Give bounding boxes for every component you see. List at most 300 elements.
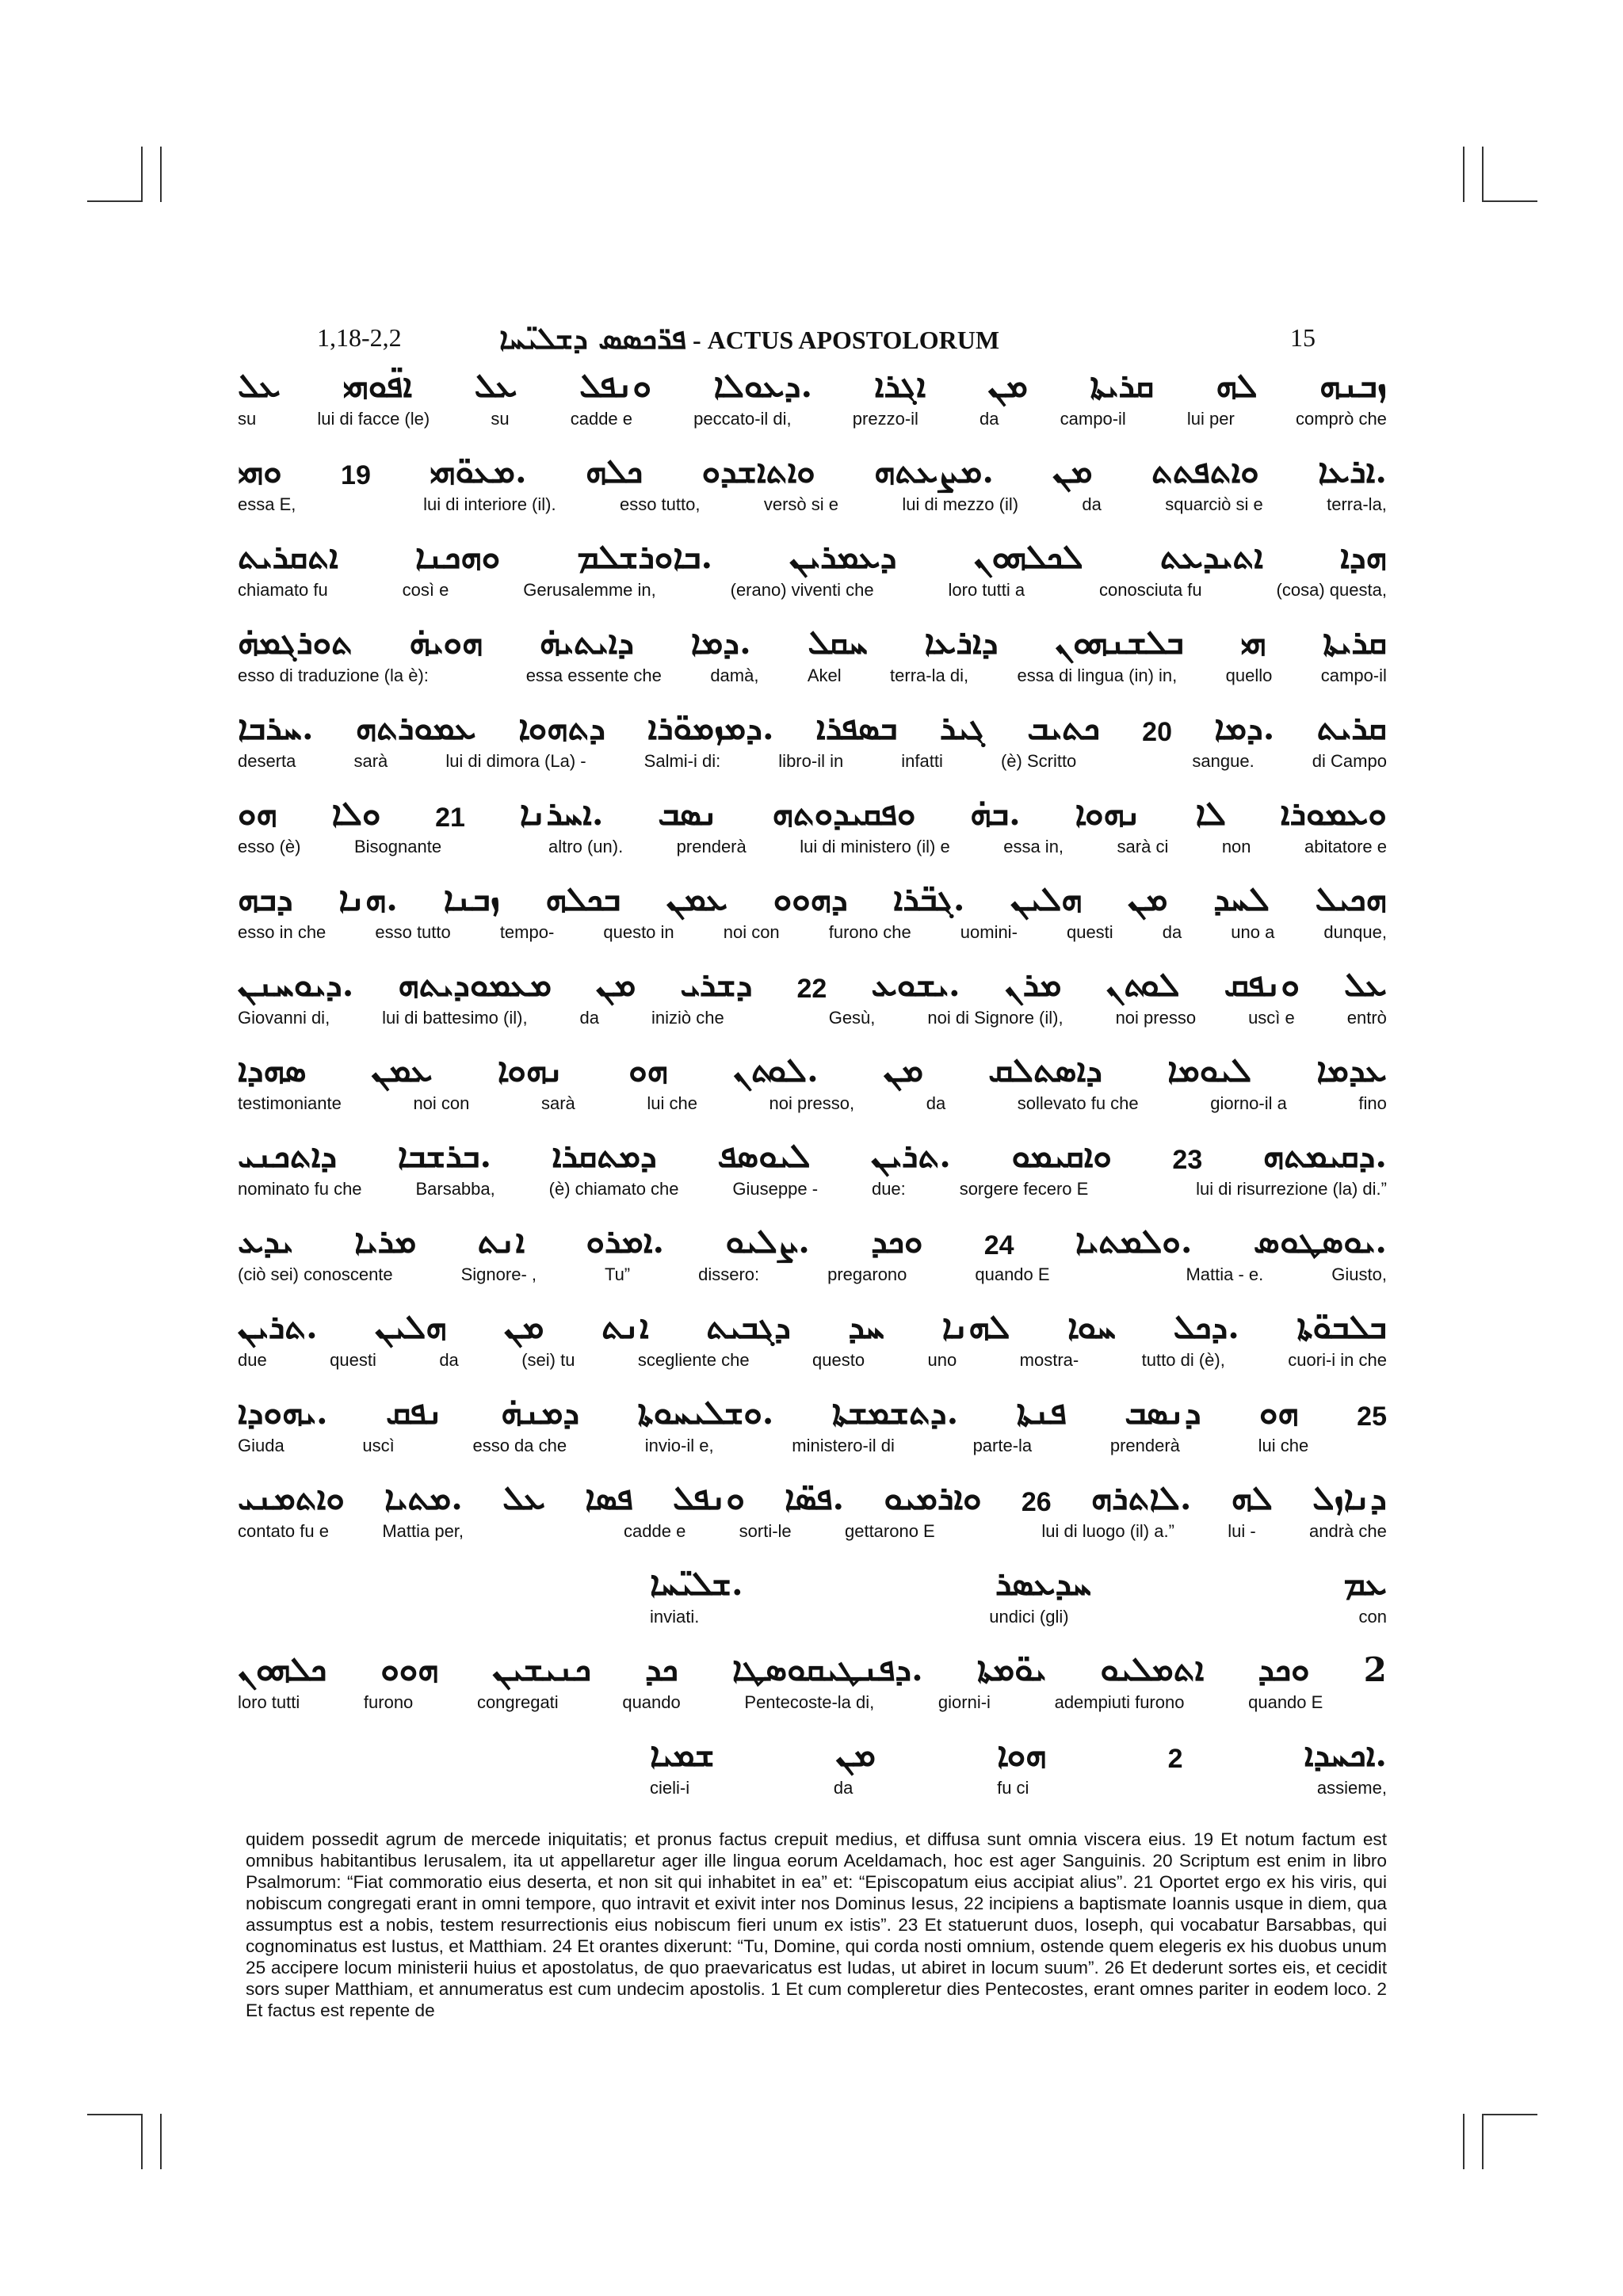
gloss-word: sollevato fu che xyxy=(1017,1093,1139,1113)
syriac-word: ܐܢܬ xyxy=(477,1222,525,1261)
syriac-word: ܢܣܒ xyxy=(658,794,718,833)
gloss-word: Signore- , xyxy=(460,1264,537,1284)
gloss-word: furono xyxy=(363,1692,414,1712)
interlinear-line xyxy=(238,444,1387,529)
syriac-word: ܕܟܠ. xyxy=(1173,1307,1239,1346)
syriac-row xyxy=(238,875,1387,919)
syriac-word: ܩܪܝܬ xyxy=(1316,708,1387,747)
gloss-word: deserta xyxy=(238,751,296,771)
syriac-word: ܠܐܬܪܗ. xyxy=(1090,1478,1192,1517)
syriac-word: ܟܠܗ xyxy=(585,452,643,490)
syriac-row xyxy=(238,1388,1387,1432)
gloss-word: Giovanni di, xyxy=(238,1008,330,1028)
gloss-word: entrò xyxy=(1346,1008,1387,1028)
syriac-word: ܕܡܐ. xyxy=(690,623,751,662)
gloss-word: esso di traduzione (la è): xyxy=(238,666,429,685)
syriac-word: ܦܣܐ xyxy=(585,1478,633,1517)
gloss-word: da xyxy=(579,1008,600,1028)
gloss-word: mostra- xyxy=(1019,1350,1079,1370)
syriac-word: ܟܠܗܘܢ xyxy=(238,1650,327,1688)
gloss-word: inviati. xyxy=(650,1607,700,1627)
syriac-word: ܕܝܘܚܢܢ. xyxy=(238,965,354,1004)
syriac-word: ܙܒܢܗ xyxy=(1319,366,1387,405)
gloss-word: contato fu e xyxy=(238,1521,329,1541)
gloss-word: undici (gli) xyxy=(989,1607,1069,1627)
syriac-title: ܦܪ̈ܟܣܣ ܕܫܠܝ̈ܚܐ xyxy=(499,320,686,356)
gloss-word: peccato-il di, xyxy=(693,409,792,429)
gloss-word: noi con xyxy=(413,1093,470,1113)
syriac-row xyxy=(650,1730,1387,1775)
syriac-word: ܘܦܩܝܕܘܬܗ xyxy=(772,794,916,833)
syriac-word: ܢܗܘܐ xyxy=(497,1051,564,1089)
gloss-word: tempo- xyxy=(499,922,555,942)
interlinear-line xyxy=(238,1642,1387,1727)
verse-number: 23 xyxy=(1172,1145,1203,1175)
gloss-word: cuori-i in che xyxy=(1288,1350,1387,1370)
syriac-word: ܗܘܐ xyxy=(997,1735,1047,1774)
syriac-word: ܥܡ xyxy=(1343,1564,1387,1603)
syriac-word: ܡܬܝܐ. xyxy=(384,1478,463,1517)
gloss-word: invio-il e, xyxy=(644,1436,714,1455)
syriac-word: ܠܚܕ xyxy=(1213,879,1270,918)
syriac-word: ܠܟܠܗܘܢ xyxy=(973,537,1083,576)
gloss-word: lui di ministero (il) e xyxy=(800,837,950,856)
gloss-word: pregarono xyxy=(827,1264,907,1284)
gloss-row xyxy=(238,1436,1387,1458)
gloss-word: esso tutto, xyxy=(619,494,701,514)
gloss-word: esso tutto xyxy=(375,922,451,942)
interlinear-line xyxy=(238,957,1387,1043)
gloss-word: da xyxy=(926,1093,946,1113)
syriac-row xyxy=(238,789,1387,833)
gloss-word: due xyxy=(238,1350,267,1370)
syriac-word: ܥܡܢ xyxy=(666,879,728,918)
syriac-word: ܕܐܝܬܝܗ̇ xyxy=(539,623,634,662)
running-title xyxy=(499,320,999,357)
gloss-word: sangue. xyxy=(1192,751,1254,771)
syriac-word: ܢܦܩ xyxy=(386,1393,443,1432)
syriac-word: ܝܘ̈ܡܬܐ xyxy=(976,1650,1047,1688)
syriac-word: ܐܢܬ xyxy=(601,1307,649,1346)
syriac-word: ܗܢܐ. xyxy=(338,879,398,918)
gloss-word: non xyxy=(1221,837,1251,856)
syriac-word: ܗܠܝܢ xyxy=(375,1307,447,1346)
syriac-word: ܬܪܝܢ. xyxy=(871,1136,951,1175)
syriac-word: ܢܗܘܐ xyxy=(1075,794,1141,833)
gloss-word: questi xyxy=(330,1350,376,1370)
gloss-word: (è) Scritto xyxy=(1000,751,1077,771)
syriac-word: ܥܡܢ xyxy=(371,1051,433,1089)
gloss-word: giorno-il a xyxy=(1210,1093,1287,1113)
syriac-word: ܠܘܬܢ. xyxy=(733,1051,819,1089)
syriac-word: ܡܪܝܐ xyxy=(354,1222,417,1261)
syriac-word: ܟܢܝܫܝܢ xyxy=(492,1650,591,1688)
gloss-word: lui che xyxy=(647,1093,697,1113)
gloss-word: Giuseppe - xyxy=(732,1179,819,1199)
crop-mark xyxy=(1482,2114,1537,2115)
syriac-row xyxy=(238,1217,1387,1261)
syriac-word: ܥܕܡܐ xyxy=(1316,1051,1387,1089)
gloss-word: noi con xyxy=(723,922,780,942)
syriac-word: ܘܟܕ xyxy=(1258,1650,1310,1688)
gloss-word: congregati xyxy=(476,1692,559,1712)
gloss-word: noi presso, xyxy=(769,1093,855,1113)
gloss-word: essa di lingua (in) in, xyxy=(1017,666,1178,685)
gloss-row xyxy=(238,1264,1387,1287)
syriac-word: ܗܘ xyxy=(1259,1393,1299,1432)
syriac-word: ܟܬܝܒ xyxy=(1027,708,1100,747)
syriac-word: ܐܬܝܕܥܬ xyxy=(1159,537,1263,576)
syriac-word: ܐܪܥܐ. xyxy=(1318,452,1387,490)
interlinear-line xyxy=(238,358,1387,444)
gloss-word: questo xyxy=(812,1350,865,1370)
syriac-word: ܘܐܬܐܫܕܘ xyxy=(701,452,815,490)
gloss-word: esso (è) xyxy=(238,837,301,856)
gloss-word: questi xyxy=(1066,922,1113,942)
gloss-word: Gerusalemme in, xyxy=(523,580,656,600)
syriac-word: ܘܗܝ xyxy=(238,452,282,490)
syriac-word: ܟܕ xyxy=(644,1650,678,1688)
syriac-word: ܡܪܢ xyxy=(1004,965,1062,1004)
gloss-word: Gesù, xyxy=(828,1008,876,1028)
verse-number: 20 xyxy=(1142,717,1172,747)
gloss-word: chiamato fu xyxy=(238,580,328,600)
interlinear-line xyxy=(238,1556,1387,1642)
gloss-word: (sei) tu xyxy=(521,1350,575,1370)
syriac-word: ܘܐܬܦܬܬ xyxy=(1151,452,1259,490)
syriac-word: ܕܫܪܝ xyxy=(680,965,753,1004)
gloss-word: esso da che xyxy=(472,1436,567,1455)
syriac-word: ܒܪܫܒܐ. xyxy=(397,1136,492,1175)
syriac-word: ܡܢ xyxy=(504,1307,544,1346)
verse-number: 26 xyxy=(1021,1487,1052,1517)
syriac-word: ܘܠܡܬܝܐ. xyxy=(1075,1222,1193,1261)
syriac-word: ܕܦܢܛܝܩܘܣܛܐ. xyxy=(731,1650,923,1688)
syriac-word: ܓܒ̈ܪܐ. xyxy=(893,879,965,918)
gloss-word: lui di luogo (il) a.” xyxy=(1041,1521,1174,1541)
syriac-word: ܐܦ̈ܘܗܝ xyxy=(342,366,413,405)
gloss-word: testimoniante xyxy=(238,1093,342,1113)
gloss-word: da xyxy=(439,1350,459,1370)
gloss-word: prenderà xyxy=(676,837,747,856)
syriac-word: ܘܢܦܠ xyxy=(672,1478,745,1517)
gloss-word: tutto di (è), xyxy=(1141,1350,1225,1370)
syriac-word: ܡܢ xyxy=(835,1735,876,1774)
syriac-word: ܕܩܝܡܬܗ. xyxy=(1262,1136,1387,1175)
gloss-word: comprò che xyxy=(1295,409,1387,429)
gloss-word: da xyxy=(1162,922,1182,942)
gloss-word: lui per xyxy=(1186,409,1235,429)
syriac-row xyxy=(238,1131,1387,1176)
syriac-word: ܕܐܣܬܠܩ xyxy=(988,1051,1103,1089)
gloss-word: dissero: xyxy=(698,1264,760,1284)
crop-mark xyxy=(1463,2114,1465,2169)
interlinear-line xyxy=(238,1128,1387,1214)
gloss-row xyxy=(650,1778,1387,1800)
syriac-word: ܕܬܫܡܫܬܐ. xyxy=(831,1393,959,1432)
syriac-word: ܦܣ̈ܐ. xyxy=(785,1478,845,1517)
gloss-word: su xyxy=(491,409,510,429)
syriac-word: ܝܕܥ xyxy=(238,1222,293,1261)
syriac-word: ܓܝܪ xyxy=(939,708,985,747)
gloss-word: (è) chiamato che xyxy=(548,1179,679,1199)
crop-mark xyxy=(1482,200,1537,202)
syriac-word: ܘܢܦܠ xyxy=(579,366,651,405)
syriac-word: ܚܪܒܐ. xyxy=(238,708,314,747)
crop-mark xyxy=(160,2114,162,2169)
gloss-row xyxy=(238,1692,1387,1714)
syriac-word: ܘܗܟܢܐ xyxy=(414,537,501,576)
gloss-word: quando E xyxy=(1248,1692,1323,1712)
syriac-word: ܗܕܐ xyxy=(1340,537,1387,576)
gloss-word: Mattia - e. xyxy=(1186,1264,1264,1284)
gloss-word: sarà xyxy=(540,1093,575,1113)
gloss-word: (cosa) questa, xyxy=(1276,580,1387,600)
crop-mark xyxy=(141,147,143,202)
syriac-row xyxy=(238,960,1387,1005)
gloss-word: iniziò che xyxy=(651,1008,724,1028)
gloss-word: abitatore e xyxy=(1304,837,1387,856)
syriac-word: ܐܓܪܐ xyxy=(874,366,926,405)
gloss-word: damà, xyxy=(710,666,759,685)
crop-mark xyxy=(160,147,162,202)
gloss-word: loro tutti a xyxy=(948,580,1025,600)
syriac-word: ܒܗ̇. xyxy=(970,794,1021,833)
syriac-word: ܙܒܢܐ xyxy=(443,879,500,918)
verse-number: 22 xyxy=(796,974,827,1004)
interlinear-text xyxy=(238,358,1387,1813)
syriac-word: ܠܝܘܣܦ xyxy=(717,1136,811,1175)
interlinear-line xyxy=(238,1727,1387,1813)
gloss-word: da xyxy=(833,1778,854,1798)
syriac-word: ܬܪܝܢ. xyxy=(238,1307,318,1346)
syriac-word: ܕܡܙܡܘ̈ܪܐ. xyxy=(647,708,774,747)
crop-mark xyxy=(1463,147,1465,202)
interlinear-line xyxy=(238,1299,1387,1385)
gloss-word: ministero-il di xyxy=(792,1436,895,1455)
latin-translation: quidem possedit agrum de mercede iniquitatis; et pronus factus crepuit medius, et diffusa sunt omnia viscera eius. 19 Et notum factum est omnibus habitantibus Ierusalem, ita ut appellaretur ager ille lingua eorum Aceldamach, hoc est ager Sanguinis. 20 Scriptum est enim in libro Psalmorum: “Fiat commoratio eius deserta, et non sit qui inhabitet in ea” et: “Episcopatum eius accipiat alius”. 21 Oportet ergo ex his viris, qui nobiscum congregati erant in omni tempore, quo intravit et exivit inter nos Dominus Iesus, 22 incipiens a baptismate Ioannis usque in diem, qua assumptus est a nobis, testem resurrectionis eius nobiscum fieri unum ex istis”. 23 Et statuerunt duos, Ioseph, qui vocabatur Barsabbas, qui cognominatus est Iustus, et Matthiam. 24 Et orantes dixerunt: “Tu, Domine, qui corda nosti omnium, ostende quem elegeris ex his duobus unum 25 accipere locum ministerii huius et apostolatus, de quo praevaricatus est Iudas, ut abiret in locum suum”. 26 Et dederunt sortes eis, et cecidit sors super Matthiam, et annumeratus est cum undecim apostolis. 1 Et cum compleretur dies Pentecostes, erant omnes pariter in eodem loco. 2 Et factus est repente de xyxy=(246,1829,1387,2020)
gloss-word: Giusto, xyxy=(1331,1264,1387,1284)
syriac-word: ܘܐܪܡܝܘ xyxy=(884,1478,982,1517)
syriac-word: ܩܪܝܬܐ xyxy=(1090,366,1155,405)
gloss-word: esso in che xyxy=(238,922,327,942)
syriac-word: ܗܝ xyxy=(1240,623,1266,662)
interlinear-line xyxy=(238,1470,1387,1556)
crop-mark xyxy=(1482,147,1484,202)
gloss-word: questo in xyxy=(603,922,674,942)
syriac-word: ܕܬܗܘܐ xyxy=(518,708,605,747)
crop-mark xyxy=(141,2114,143,2169)
syriac-row xyxy=(238,618,1387,662)
gloss-word: scegliente che xyxy=(637,1350,750,1370)
gloss-row xyxy=(238,1093,1387,1116)
gloss-word: quello xyxy=(1225,666,1273,685)
gloss-word: prezzo-il xyxy=(852,409,918,429)
gloss-word: lui di mezzo (il) xyxy=(902,494,1019,514)
syriac-word: ܘܐܩܝܡܘ xyxy=(1011,1136,1112,1175)
page-number: 15 xyxy=(1290,323,1316,352)
syriac-word: ܕܢܣܒ xyxy=(1125,1393,1201,1432)
syriac-word: ܡܥܘ̈ܗܝ. xyxy=(430,452,527,490)
interlinear-line xyxy=(238,1385,1387,1470)
gloss-word: essa E, xyxy=(238,494,296,514)
syriac-word: ܥܠ xyxy=(238,366,281,405)
syriac-word: ܘܢܦܩ xyxy=(1224,965,1300,1004)
gloss-row xyxy=(238,1521,1387,1543)
syriac-word: ܗܘ xyxy=(238,794,277,833)
interlinear-line xyxy=(238,1043,1387,1128)
syriac-word: ܡܢ xyxy=(1052,452,1093,490)
syriac-word: ܕܥܘܠܐ. xyxy=(713,366,813,405)
gloss-word: lui che xyxy=(1258,1436,1309,1455)
gloss-word: prenderà xyxy=(1109,1436,1180,1455)
gloss-word: quando E xyxy=(975,1264,1050,1284)
gloss-word: parte-la xyxy=(972,1436,1033,1455)
gloss-word: lui di risurrezione (la) di.” xyxy=(1196,1179,1387,1199)
gloss-word: versò si e xyxy=(763,494,838,514)
gloss-word: uomini- xyxy=(960,922,1018,942)
syriac-word: ܥܠ xyxy=(474,366,517,405)
syriac-word: ܗܠܝܢ xyxy=(1010,879,1083,918)
syriac-word: ܐܡܪܘ. xyxy=(586,1222,665,1261)
gloss-word: gettarono E xyxy=(844,1521,935,1541)
gloss-word: sarà ci xyxy=(1117,837,1169,856)
gloss-word: Bisognante xyxy=(353,837,442,856)
syriac-word: ܦܢܬܐ xyxy=(1016,1393,1067,1432)
syriac-word: ܕܡܬܩܪܐ xyxy=(552,1136,657,1175)
syriac-word: ܡܨܥܬܗ. xyxy=(874,452,994,490)
gloss-word: giorni-i xyxy=(938,1692,991,1712)
syriac-word: ܝܫܘܥ. xyxy=(871,965,960,1004)
gloss-word: sarà xyxy=(353,751,388,771)
gloss-word: assieme, xyxy=(1316,1778,1387,1798)
gloss-row xyxy=(238,1350,1387,1372)
syriac-word: ܕܓܒܝܬ xyxy=(706,1307,791,1346)
syriac-word: ܠܗ xyxy=(1216,366,1258,405)
interlinear-line xyxy=(238,871,1387,957)
interlinear-line xyxy=(238,786,1387,871)
gloss-word: noi di Signore (il), xyxy=(927,1008,1064,1028)
syriac-word: ܕܢܐܙܠ xyxy=(1312,1478,1387,1517)
gloss-word: cadde e xyxy=(570,409,633,429)
syriac-word: ܡܢ xyxy=(987,366,1028,405)
interlinear-line xyxy=(238,529,1387,615)
gloss-word: così e xyxy=(402,580,449,600)
syriac-word: ܘܐܬܡܢܝ xyxy=(238,1478,345,1517)
gloss-word: andrà che xyxy=(1309,1521,1387,1541)
gloss-word: infatti xyxy=(901,751,943,771)
gloss-word: uno xyxy=(927,1350,957,1370)
gloss-row xyxy=(238,922,1387,944)
gloss-word: nominato fu che xyxy=(238,1179,362,1199)
chapter-reference: 1,18-2,2 xyxy=(317,323,402,352)
gloss-word: quando xyxy=(622,1692,681,1712)
gloss-word: terra-la di, xyxy=(890,666,969,685)
gloss-word: da xyxy=(980,409,999,429)
page-header xyxy=(238,317,1316,357)
gloss-word: noi presso xyxy=(1115,1008,1197,1028)
gloss-word: lui di dimora (La) - xyxy=(445,751,586,771)
syriac-word: ܡܢ xyxy=(883,1051,924,1089)
syriac-row xyxy=(238,1474,1387,1518)
syriac-word: ܣܗܕܐ xyxy=(238,1051,307,1089)
syriac-row xyxy=(238,447,1387,491)
syriac-word: ܒܐܘܪܫܠܡ. xyxy=(577,537,713,576)
syriac-word: ܚܕܥܣܪ xyxy=(995,1564,1092,1603)
syriac-row xyxy=(238,704,1387,748)
syriac-word: ܕܒܗ xyxy=(238,879,293,918)
syriac-word: ܠܐ xyxy=(1195,794,1227,833)
syriac-word: ܝܘܣܛܘܣ. xyxy=(1253,1222,1387,1261)
gloss-row xyxy=(238,580,1387,602)
syriac-word: ܠܝܘܡܐ xyxy=(1167,1051,1252,1089)
gloss-word: squarciò si e xyxy=(1165,494,1263,514)
syriac-word: ܗܟܝܠ xyxy=(1315,879,1387,918)
gloss-word: con xyxy=(1358,1607,1387,1627)
verse-number: 25 xyxy=(1357,1402,1387,1432)
gloss-word: fino xyxy=(1358,1093,1387,1113)
syriac-word: ܘܠܐ xyxy=(331,794,381,833)
interlinear-line xyxy=(238,1214,1387,1299)
gloss-word: da xyxy=(1082,494,1102,514)
gloss-word: Tu” xyxy=(604,1264,631,1284)
gloss-word: altro (un). xyxy=(548,837,624,856)
syriac-word: ܗܘ xyxy=(628,1051,668,1089)
gloss-word: lui di interiore (il). xyxy=(423,494,556,514)
gloss-word: uno a xyxy=(1231,922,1275,942)
syriac-word: ܫܠܝ̈ܚܐ. xyxy=(650,1564,743,1603)
verse-number: 21 xyxy=(435,803,465,833)
gloss-word: campo-il xyxy=(1060,409,1126,429)
syriac-row xyxy=(238,361,1387,406)
syriac-word: ܘܫܠܝܚܘܬܐ. xyxy=(637,1393,774,1432)
gloss-word: lui di battesimo (il), xyxy=(382,1008,528,1028)
syriac-word: ܗܘܝܗ̇ xyxy=(409,623,483,662)
gloss-word: Mattia per, xyxy=(382,1521,464,1541)
syriac-word: ܒܠܫܢܗܘܢ xyxy=(1055,623,1184,662)
syriac-word: ܡܢ xyxy=(596,965,636,1004)
syriac-word: ܬܘܪܓܡܗ̇ xyxy=(238,623,353,662)
syriac-word: ܕܡܢܗ̇ xyxy=(501,1393,580,1432)
gloss-word: cadde e xyxy=(624,1521,686,1541)
syriac-word: ܒܠܒܘ̈ܬܐ xyxy=(1296,1307,1387,1346)
syriac-word: ܩܪܝܬܐ xyxy=(1323,623,1387,662)
syriac-word: ܫܡܝܐ xyxy=(650,1735,715,1774)
gloss-row xyxy=(238,666,1387,688)
gloss-word: essa essente che xyxy=(525,666,662,685)
syriac-row xyxy=(238,1302,1387,1347)
syriac-row xyxy=(238,1046,1387,1090)
syriac-word: ܐܚܪܢܐ. xyxy=(519,794,604,833)
syriac-word: ܒܣܦܪܐ xyxy=(815,708,898,747)
gloss-word: due: xyxy=(871,1179,906,1199)
syriac-word: ܕܐܪܥܐ xyxy=(924,623,999,662)
gloss-row xyxy=(238,751,1387,773)
gloss-word: Pentecoste-la di, xyxy=(744,1692,875,1712)
syriac-word: ܐܟܚܕܐ. xyxy=(1304,1735,1387,1774)
interlinear-line xyxy=(238,615,1387,700)
gloss-word: conosciuta fu xyxy=(1099,580,1202,600)
syriac-word: ܕܗܘܘ xyxy=(773,879,848,918)
gloss-word: uscì e xyxy=(1248,1008,1295,1028)
gloss-row xyxy=(238,409,1387,431)
gloss-word: dunque, xyxy=(1323,922,1387,942)
gloss-word: di Campo xyxy=(1312,751,1387,771)
syriac-word: ܐܬܡܠܝܘ xyxy=(1100,1650,1205,1688)
syriac-word: ܐܬܩܪܝܬ xyxy=(238,537,338,576)
syriac-row xyxy=(650,1559,1387,1604)
gloss-word: (ciò sei) conoscente xyxy=(238,1264,393,1284)
